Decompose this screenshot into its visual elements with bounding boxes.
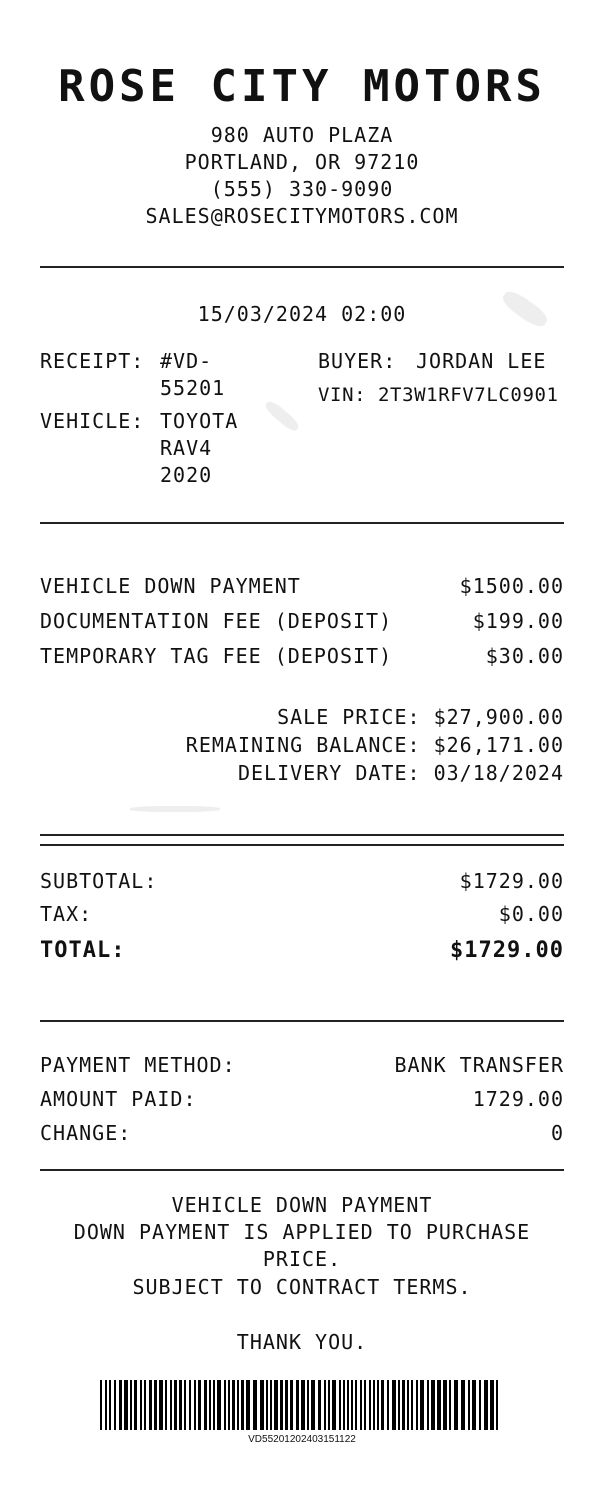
- barcode-bar: [398, 1380, 400, 1430]
- barcode-bar: [307, 1380, 309, 1430]
- receipt-label: RECEIPT:: [40, 349, 145, 373]
- barcode-bar: [217, 1380, 221, 1430]
- change-label: CHANGE:: [40, 1121, 132, 1145]
- barcode-bar: [194, 1380, 196, 1430]
- tax-value: $0.00: [498, 902, 564, 926]
- barcode-bar: [339, 1380, 341, 1430]
- barcode-bar: [301, 1380, 305, 1430]
- divider: [40, 266, 564, 268]
- barcode-bar: [332, 1380, 336, 1430]
- receipt-number-line1: #VD-: [160, 349, 213, 373]
- subtotal-value: $1729.00: [459, 869, 564, 893]
- vehicle-label: VEHICLE:: [40, 409, 145, 433]
- barcode-bar: [355, 1380, 357, 1430]
- barcode-bar: [461, 1380, 465, 1430]
- barcode-bar: [130, 1380, 132, 1430]
- smudge: [130, 806, 220, 812]
- barcode-bar: [311, 1380, 315, 1430]
- barcode-bar: [105, 1380, 107, 1430]
- barcode-bar: [140, 1380, 142, 1430]
- barcode-bar: [100, 1380, 102, 1430]
- divider: [40, 522, 564, 524]
- item-amount: $199.00: [472, 609, 564, 633]
- payment-method-label: PAYMENT METHOD:: [40, 1053, 236, 1077]
- barcode-bar: [377, 1380, 379, 1430]
- barcode-bar: [387, 1380, 389, 1430]
- amount-paid-value: 1729.00: [472, 1087, 564, 1111]
- sale-price-row: [40, 704, 564, 731]
- barcode-bar: [328, 1380, 330, 1430]
- barcode-bar: [253, 1380, 257, 1430]
- barcode-bar: [209, 1380, 211, 1430]
- store-email: SALES@ROSECITYMOTORS.COM: [145, 204, 459, 228]
- barcode-bar: [472, 1380, 476, 1430]
- barcode-bar: [154, 1380, 157, 1430]
- receipt-number-line2: 55201: [160, 376, 226, 400]
- vehicle-line1: TOYOTA: [160, 409, 239, 433]
- barcode-bar: [165, 1380, 167, 1430]
- total-value: $1729.00: [450, 938, 564, 963]
- barcode-bar: [198, 1380, 201, 1430]
- barcode-bar: [109, 1380, 111, 1430]
- store-name: ROSE CITY MOTORS: [58, 61, 546, 112]
- barcode-bar: [184, 1380, 186, 1430]
- buyer-label: BUYER:: [318, 349, 397, 373]
- barcode-bar: [134, 1380, 137, 1430]
- barcode-bar: [364, 1380, 366, 1430]
- footer-line2: DOWN PAYMENT IS APPLIED TO PURCHASE: [73, 1220, 531, 1244]
- footer-line1: VEHICLE DOWN PAYMENT: [171, 1193, 433, 1217]
- barcode-bar: [213, 1380, 215, 1430]
- divider: [40, 1020, 564, 1022]
- barcode-bar: [347, 1380, 349, 1430]
- barcode-bar: [241, 1380, 244, 1430]
- barcode-bar: [479, 1380, 481, 1430]
- barcode-bar: [381, 1380, 384, 1430]
- subtotal-label: SUBTOTAL:: [40, 869, 158, 893]
- barcode-bar: [318, 1380, 321, 1430]
- item-name: DOCUMENTATION FEE (DEPOSIT): [40, 609, 393, 633]
- store-phone: (555) 330-9090: [210, 177, 394, 201]
- vehicle-line3: 2020: [160, 463, 213, 487]
- barcode-bar: [490, 1380, 494, 1430]
- remaining-balance-value: $26,171.00: [433, 733, 564, 757]
- tax-label: TAX:: [40, 902, 93, 926]
- barcode-bar: [270, 1380, 272, 1430]
- barcode-bar: [144, 1380, 146, 1430]
- barcode-bar: [174, 1380, 177, 1430]
- vin-value: 2T3W1RFV7LC0901: [378, 384, 559, 406]
- barcode-bar: [496, 1380, 498, 1430]
- barcode-bar: [246, 1380, 250, 1430]
- barcode-bar: [159, 1380, 163, 1430]
- barcode-bar: [224, 1380, 226, 1430]
- sale-price-label: SALE PRICE:: [277, 705, 421, 729]
- divider: [40, 1169, 564, 1171]
- barcode-bar: [290, 1380, 293, 1430]
- remaining-balance-label: REMAINING BALANCE:: [185, 733, 421, 757]
- thank-you: THANK YOU.: [236, 1330, 368, 1354]
- delivery-date-row: [40, 760, 564, 787]
- receipt-datetime: 15/03/2024 02:00: [197, 302, 407, 326]
- barcode-bar: [392, 1380, 396, 1430]
- footer-line3: PRICE.: [262, 1247, 342, 1271]
- delivery-date-value: 03/18/2024: [433, 761, 564, 785]
- change-value: 0: [550, 1121, 564, 1145]
- double-divider-bottom: [40, 844, 564, 846]
- barcode-bar: [343, 1380, 345, 1430]
- barcode-bar: [296, 1380, 299, 1430]
- barcode-bar: [369, 1380, 371, 1430]
- barcode-bar: [437, 1380, 441, 1430]
- vehicle-line2: RAV4: [160, 436, 213, 460]
- barcode-bar: [416, 1380, 418, 1430]
- store-address-line1: 980 AUTO PLAZA: [210, 123, 394, 147]
- barcode-bar: [237, 1380, 239, 1430]
- barcode-bar: [443, 1380, 447, 1430]
- barcode-bar: [407, 1380, 409, 1430]
- barcode: [100, 1380, 502, 1430]
- vin-label: VIN:: [318, 384, 367, 406]
- barcode-bar: [373, 1380, 375, 1430]
- barcode-bar: [179, 1380, 182, 1430]
- barcode-bar: [232, 1380, 235, 1430]
- total-label: TOTAL:: [40, 938, 126, 963]
- barcode-bar: [449, 1380, 451, 1430]
- barcode-bar: [149, 1380, 152, 1430]
- smudge: [263, 399, 301, 434]
- payment-method-value: BANK TRANSFER: [394, 1053, 564, 1077]
- barcode-bar: [170, 1380, 172, 1430]
- barcode-bar: [427, 1380, 429, 1430]
- delivery-date-label: DELIVERY DATE:: [237, 761, 421, 785]
- barcode-bar: [360, 1380, 362, 1430]
- item-name: VEHICLE DOWN PAYMENT: [40, 574, 301, 598]
- barcode-bar: [351, 1380, 353, 1430]
- barcode-bar: [204, 1380, 207, 1430]
- barcode-bar: [274, 1380, 278, 1430]
- barcode-bar: [124, 1380, 128, 1430]
- barcode-bar: [280, 1380, 283, 1430]
- barcode-bar: [324, 1380, 326, 1430]
- store-address-line2: PORTLAND, OR 97210: [184, 150, 420, 174]
- barcode-bar: [114, 1380, 116, 1430]
- barcode-bar: [420, 1380, 424, 1430]
- item-amount: $1500.00: [459, 574, 564, 598]
- barcode-bar: [484, 1380, 488, 1430]
- remaining-balance-row: [40, 732, 564, 759]
- barcode-bar: [285, 1380, 288, 1430]
- barcode-bar: [411, 1380, 413, 1430]
- barcode-bar: [119, 1380, 122, 1430]
- double-divider-top: [40, 834, 564, 836]
- footer-line4: SUBJECT TO CONTRACT TERMS.: [132, 1275, 472, 1299]
- barcode-bar: [189, 1380, 191, 1430]
- barcode-bar: [266, 1380, 268, 1430]
- barcode-number: VD55201202403151122: [248, 1434, 356, 1445]
- sale-price-value: $27,900.00: [433, 705, 564, 729]
- buyer-value: JORDAN LEE: [416, 349, 547, 373]
- item-amount: $30.00: [485, 644, 564, 668]
- item-name: TEMPORARY TAG FEE (DEPOSIT): [40, 644, 393, 668]
- amount-paid-label: AMOUNT PAID:: [40, 1087, 197, 1111]
- barcode-bar: [431, 1380, 435, 1430]
- barcode-bar: [260, 1380, 264, 1430]
- barcode-bar: [468, 1380, 470, 1430]
- barcode-bar: [454, 1380, 458, 1430]
- barcode-bar: [402, 1380, 405, 1430]
- barcode-bar: [228, 1380, 230, 1430]
